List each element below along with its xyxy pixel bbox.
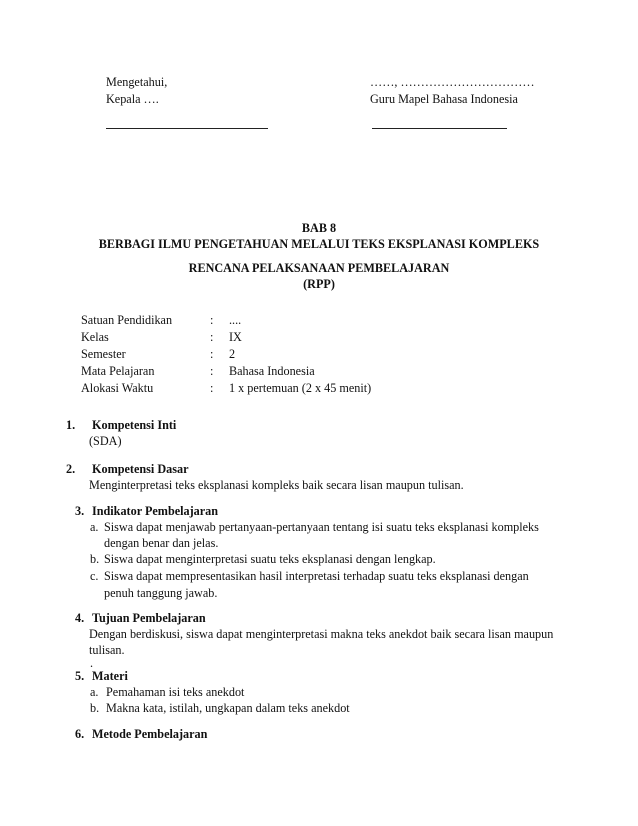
identity-separator: : <box>210 381 214 395</box>
identity-label: Kelas <box>81 330 109 344</box>
list-item: Siswa dapat menginterpretasi suatu teks eksplanasi dengan lengkap. <box>104 552 436 566</box>
chapter-title: BERBAGI ILMU PENGETAHUAN MELALUI TEKS EKSPLANASI KOMPLEKS <box>98 237 540 251</box>
signature-left-line2: Kepala …. <box>106 92 159 106</box>
identity-value: .... <box>229 313 242 327</box>
rpp-abbreviation: (RPP) <box>303 277 335 291</box>
section-number: 6. <box>75 727 85 741</box>
section-body-dot: . <box>90 656 94 670</box>
identity-separator: : <box>210 347 214 361</box>
section-body-continuation: tulisan. <box>89 643 125 657</box>
section-title-kompetensi-inti: Kompetensi Inti <box>92 418 177 432</box>
signature-line-left <box>106 128 268 129</box>
section-title-materi: Materi <box>92 669 128 683</box>
chapter-number: BAB 8 <box>301 221 337 235</box>
list-item: Pemahaman isi teks anekdot <box>106 685 245 699</box>
section-number: 2. <box>66 462 76 476</box>
identity-label: Semester <box>81 347 126 361</box>
identity-value: IX <box>229 330 242 344</box>
section-title-indikator: Indikator Pembelajaran <box>92 504 219 518</box>
identity-value: 2 <box>229 347 236 361</box>
list-item: Makna kata, istilah, ungkapan dalam teks anekdot <box>106 701 350 715</box>
list-marker: b. <box>90 552 100 566</box>
signature-right-line2: Guru Mapel Bahasa Indonesia <box>370 92 518 106</box>
signature-right-line1: ……, …………………………… <box>370 75 535 89</box>
section-number: 1. <box>66 418 76 432</box>
list-marker: a. <box>90 685 99 699</box>
section-title-tujuan: Tujuan Pembelajaran <box>92 611 206 625</box>
identity-separator: : <box>210 330 214 344</box>
section-number: 3. <box>75 504 85 518</box>
identity-value: 1 x pertemuan (2 x 45 menit) <box>229 381 372 395</box>
list-item-continuation: dengan benar dan jelas. <box>104 536 219 550</box>
list-marker: a. <box>90 520 99 534</box>
list-item: Siswa dapat mempresentasikan hasil interpretasi terhadap suatu teks eksplanasi dengan <box>104 569 529 583</box>
signature-left-line1: Mengetahui, <box>106 75 168 89</box>
section-title-kompetensi-dasar: Kompetensi Dasar <box>92 462 189 476</box>
rpp-title: RENCANA PELAKSANAAN PEMBELAJARAN <box>188 261 450 275</box>
list-item-continuation: penuh tanggung jawab. <box>104 586 218 600</box>
signature-line-right <box>372 128 507 129</box>
section-number: 5. <box>75 669 85 683</box>
section-number: 4. <box>75 611 85 625</box>
section-body: Menginterpretasi teks eksplanasi kompleks baik secara lisan maupun tulisan. <box>89 478 464 492</box>
section-title-metode: Metode Pembelajaran <box>92 727 208 741</box>
list-marker: b. <box>90 701 100 715</box>
list-item: Siswa dapat menjawab pertanyaan-pertanyaan tentang isi suatu teks eksplanasi kompleks <box>104 520 539 534</box>
section-body: (SDA) <box>89 434 122 448</box>
identity-label: Satuan Pendidikan <box>81 313 173 327</box>
section-body: Dengan berdiskusi, siswa dapat menginterpretasi makna teks anekdot baik secara lisan maupun <box>89 627 554 641</box>
identity-value: Bahasa Indonesia <box>229 364 315 378</box>
identity-label: Mata Pelajaran <box>81 364 155 378</box>
identity-separator: : <box>210 313 214 327</box>
list-marker: c. <box>90 569 99 583</box>
identity-label: Alokasi Waktu <box>81 381 154 395</box>
identity-separator: : <box>210 364 214 378</box>
